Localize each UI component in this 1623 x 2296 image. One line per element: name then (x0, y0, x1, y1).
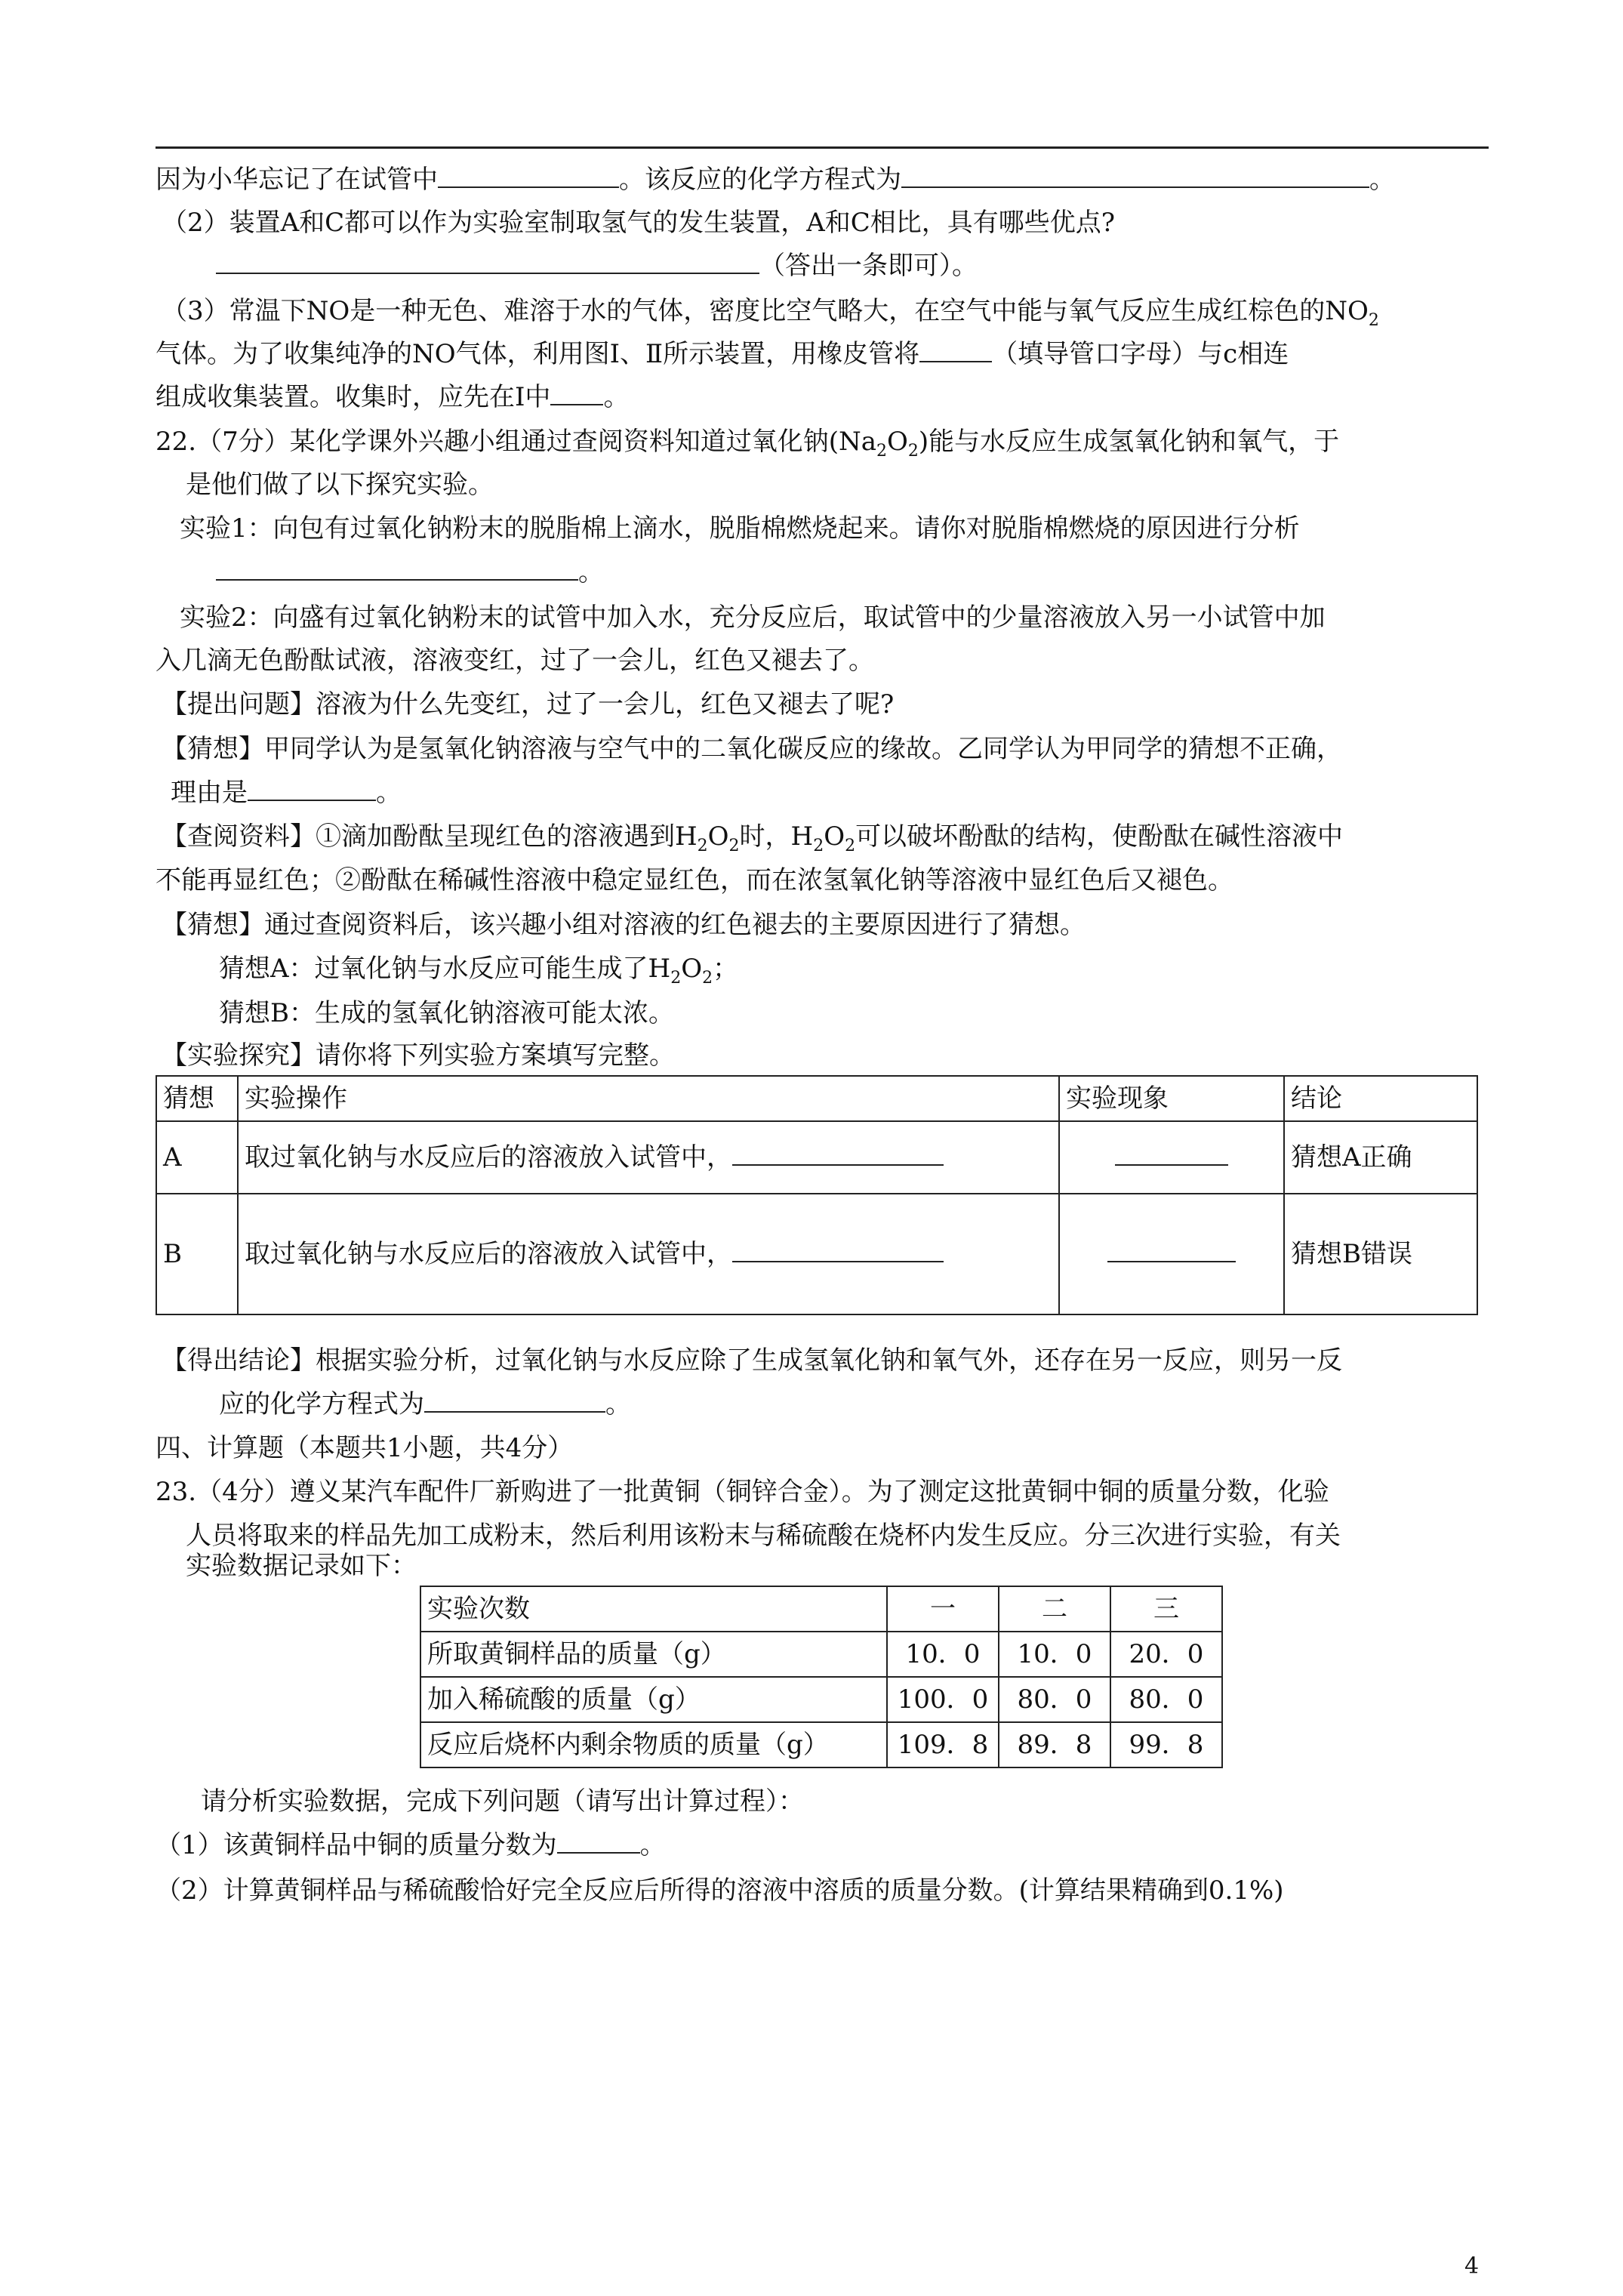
header-trial-3: 三 (1110, 1586, 1222, 1632)
text: 猜想A：过氧化钠与水反应可能生成了H (219, 954, 671, 984)
text: 取过氧化钠与水反应后的溶液放入试管中， (245, 1142, 732, 1173)
value-cell: 109．8 (887, 1722, 999, 1767)
q23-line-2: 人员将取来的样品先加工成粉末，然后利用该粉末与稀硫酸在烧杯内发生反应。分三次进行实验，有关 (186, 1521, 1341, 1551)
answer-blank[interactable] (557, 1829, 640, 1854)
subscript: 2 (697, 836, 708, 855)
q22-intro-line-2: 是他们做了以下探究实验。 (186, 470, 494, 500)
hypothesis-a (219, 952, 739, 988)
section-title: 四、计算题（本题共1小题，共4分） (156, 1433, 574, 1463)
phenomenon-cell (1059, 1121, 1284, 1194)
conclusion-line-1: 【得出结论】根据实验分析，过氧化钠与水反应除了生成氢氧化钠和氧气外，还存在另一反应，则另一反 (162, 1345, 1342, 1376)
table-row (156, 1121, 1477, 1194)
q23-line-1: 23.（4分）遵义某汽车配件厂新购进了一批黄铜（铜锌合金）。为了测定这批黄铜中铜的质量分数，化验 (156, 1477, 1329, 1507)
q22-intro-line-1 (156, 425, 1340, 461)
row-label: 所取黄铜样品的质量（g） (420, 1632, 887, 1677)
q21-part3-line-2 (156, 337, 1289, 371)
conclusion-cell: 猜想A正确 (1284, 1121, 1477, 1194)
header-guess: 猜想 (156, 1076, 238, 1121)
hypothesis-reason (171, 776, 402, 809)
header-operation: 实验操作 (238, 1076, 1059, 1121)
table-header-row (420, 1586, 1222, 1632)
value-cell: 80．0 (1110, 1677, 1222, 1722)
subscript: 2 (670, 968, 682, 988)
answer-blank[interactable] (550, 381, 603, 405)
text: 取过氧化钠与水反应后的溶液放入试管中， (245, 1239, 732, 1269)
text: 因为小华忘记了在试管中 (156, 165, 438, 195)
table-header-row (156, 1076, 1477, 1121)
operation-cell (238, 1121, 1059, 1194)
text: （1）该黄铜样品中铜的质量分数为 (156, 1830, 557, 1860)
answer-blank[interactable] (438, 164, 619, 188)
answer-blank[interactable] (1107, 1238, 1236, 1262)
subscript: 2 (907, 441, 919, 461)
experiment-plan-table (156, 1075, 1478, 1315)
subscript: 2 (813, 836, 824, 855)
q21-part3-line-1 (162, 294, 1379, 328)
page-number: 4 (1464, 2253, 1480, 2279)
hypothesis-2: 【猜想】通过查阅资料后，该兴趣小组对溶液的红色褪去的主要原因进行了猜想。 (162, 910, 1086, 940)
subscript: 2 (728, 836, 740, 855)
text: 组成收集装置。收集时，应先在Ⅰ中 (156, 382, 551, 412)
text: 。该反应的化学方程式为 (619, 165, 901, 195)
subscript: 2 (1368, 310, 1379, 330)
q21-part2: （2）装置A和C都可以作为实验室制取氢气的发生装置，A和C相比，具有哪些优点? (162, 208, 1115, 238)
header-phenomenon: 实验现象 (1059, 1076, 1284, 1121)
text: （3）常温下NO是一种无色、难溶于水的气体，密度比空气略大，在空气中能与氧气反应生成红棕色的NO (162, 296, 1369, 326)
text: 可以破坏酚酞的结构，使酚酞在碱性溶液中 (855, 821, 1344, 852)
text: 。 (603, 382, 630, 412)
text: O (887, 427, 908, 457)
answer-blank[interactable] (901, 164, 1369, 188)
text: 。 (1369, 165, 1395, 195)
experiment-data-table (420, 1586, 1223, 1768)
text: （答出一条即可）。 (759, 251, 978, 281)
hypothesis-1: 【猜想】甲同学认为是氢氧化钠溶液与空气中的二氧化碳反应的缘故。乙同学认为甲同学的猜想不正确， (162, 734, 1342, 764)
experiment-1-answer-line (216, 556, 604, 589)
table-row (420, 1632, 1222, 1677)
answer-blank[interactable] (919, 338, 992, 362)
q23-part2: （2）计算黄铜样品与稀硫酸恰好完全反应后所得的溶液中溶质的质量分数。(计算结果精确到0.1%) (156, 1875, 1284, 1906)
experiment-2-line-1: 实验2：向盛有过氧化钠粉末的试管中加入水，充分反应后，取试管中的少量溶液放入另一小试管中加 (180, 603, 1326, 633)
value-cell: 89．8 (999, 1722, 1110, 1767)
hypothesis-b: 猜想B：生成的氢氧化钠溶液可能太浓。 (219, 998, 674, 1028)
conclusion-cell: 猜想B错误 (1284, 1194, 1477, 1314)
table-row (156, 1194, 1477, 1314)
text: ； (713, 954, 739, 984)
q21-part2-answer-line (216, 249, 978, 282)
guess-cell: B (156, 1194, 238, 1314)
value-cell: 80．0 (999, 1677, 1110, 1722)
value-cell: 10．0 (887, 1632, 999, 1677)
text: 。 (578, 557, 604, 587)
text: 时，H (739, 821, 814, 852)
text: 应的化学方程式为 (219, 1389, 424, 1419)
subscript: 2 (845, 836, 856, 855)
answer-blank[interactable] (1115, 1142, 1228, 1166)
value-cell: 100．0 (887, 1677, 999, 1722)
answer-blank[interactable] (248, 777, 376, 801)
value-cell: 10．0 (999, 1632, 1110, 1677)
text: 。 (376, 778, 402, 808)
text: O (824, 821, 845, 852)
experiment-1: 实验1：向包有过氧化钠粉末的脱脂棉上滴水，脱脂棉燃烧起来。请你对脱脂棉燃烧的原因进行分析 (180, 513, 1300, 544)
text: O (707, 821, 729, 852)
conclusion-line-2 (219, 1388, 631, 1421)
text: 22.（7分）某化学课外兴趣小组通过查阅资料知道过氧化钠(Na (156, 427, 876, 457)
row-label: 反应后烧杯内剩余物质的质量（g） (420, 1722, 887, 1767)
phenomenon-cell (1059, 1194, 1284, 1314)
text: 【查阅资料】①滴加酚酞呈现红色的溶液遇到H (162, 821, 698, 852)
answer-blank[interactable] (732, 1238, 944, 1262)
header-trial-1: 一 (887, 1586, 999, 1632)
text: （填导管口字母）与c相连 (992, 339, 1289, 369)
answer-blank[interactable] (216, 250, 759, 274)
raise-question: 【提出问题】溶液为什么先变红，过了一会儿，红色又褪去了呢? (162, 689, 895, 720)
answer-blank[interactable] (216, 556, 578, 581)
answer-blank[interactable] (424, 1388, 605, 1413)
table-row (420, 1722, 1222, 1767)
q23-part1 (156, 1829, 666, 1862)
text: 理由是 (171, 778, 248, 808)
header-trial-2: 二 (999, 1586, 1110, 1632)
reference-material-line-1 (162, 820, 1343, 853)
operation-cell (238, 1194, 1059, 1314)
header-label: 实验次数 (420, 1586, 887, 1632)
value-cell: 20．0 (1110, 1632, 1222, 1677)
value-cell: 99．8 (1110, 1722, 1222, 1767)
row-label: 加入稀硫酸的质量（g） (420, 1677, 887, 1722)
subscript: 2 (876, 441, 887, 461)
experiment-explore: 【实验探究】请你将下列实验方案填写完整。 (162, 1040, 675, 1071)
header-rule (156, 146, 1489, 149)
reference-material-line-2: 不能再显红色；②酚酞在稀碱性溶液中稳定显红色，而在浓氢氧化钠等溶液中显红色后又褪色。 (156, 865, 1233, 895)
experiment-2-line-2: 入几滴无色酚酞试液，溶液变红，过了一会儿，红色又褪去了。 (156, 646, 874, 676)
table-row (420, 1677, 1222, 1722)
guess-cell: A (156, 1121, 238, 1194)
q21-part3-line-3 (156, 381, 629, 414)
text: )能与水反应生成氢氧化钠和氧气，于 (918, 427, 1340, 457)
text: O (681, 954, 703, 984)
q21-line-1 (156, 163, 1395, 196)
text: 气体。为了收集纯净的NO气体，利用图Ⅰ、Ⅱ所示装置，用橡皮管将 (156, 339, 920, 369)
text: 。 (639, 1830, 666, 1860)
header-conclusion: 结论 (1284, 1076, 1477, 1121)
analysis-instruction: 请分析实验数据，完成下列问题（请写出计算过程）： (201, 1786, 804, 1817)
q23-line-3: 实验数据记录如下： (186, 1551, 417, 1581)
answer-blank[interactable] (732, 1142, 944, 1166)
subscript: 2 (702, 968, 713, 988)
text: 。 (605, 1389, 631, 1419)
